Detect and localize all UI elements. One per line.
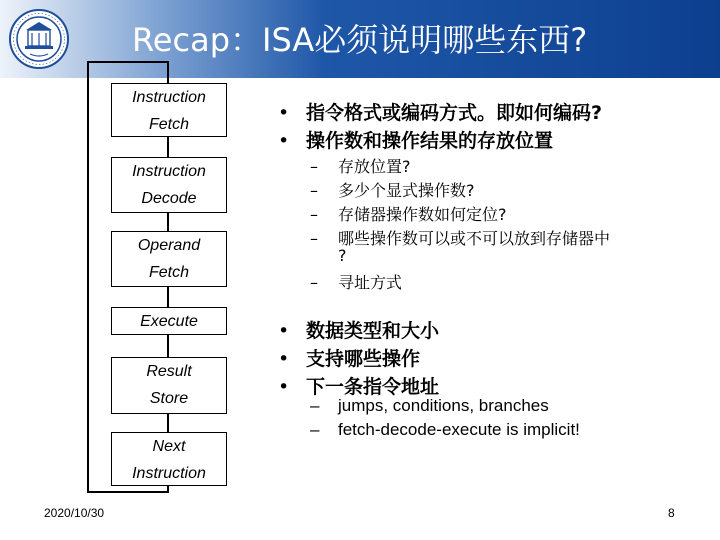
flow-step-line2: Fetch — [148, 116, 189, 133]
slide-date: 2020/10/30 — [44, 506, 105, 520]
sub-item: – jumps, conditions, branches — [310, 396, 549, 415]
flow-step-line1: Result — [146, 363, 192, 380]
flow-step-line2: Decode — [141, 190, 197, 207]
slide-title: Recap：ISA必须说明哪些东西? — [132, 21, 588, 59]
bullet-item: • 指令格式或编码方式。即如何编码? — [278, 102, 603, 124]
flow-step-line2: Store — [149, 390, 189, 407]
flow-step-result-store — [111, 357, 227, 414]
sub-item: – fetch-decode-execute is implicit! — [310, 420, 580, 439]
bullet-item: • 操作数和操作结果的存放位置 — [278, 130, 554, 152]
flow-step-line1: Operand — [137, 237, 201, 254]
sub-item: – 存储器操作数如何定位? — [310, 205, 507, 224]
sub-item: – 存放位置? — [310, 157, 411, 176]
sub-item: – 多少个显式操作数? — [310, 181, 475, 200]
sub-item: – 寻址方式 — [310, 273, 403, 292]
flow-step-line1: Next — [152, 438, 186, 455]
flow-step-line2: Fetch — [148, 264, 189, 281]
flow-step-instruction-decode — [111, 157, 227, 213]
flow-step-line1: Execute — [140, 313, 198, 330]
university-seal-icon — [8, 8, 70, 70]
sub-item: – 哪些操作数可以或不可以放到存储器中 — [310, 229, 611, 248]
flow-step-operand-fetch — [111, 231, 227, 287]
flow-step-instruction-fetch — [111, 83, 227, 137]
page-number: 8 — [668, 506, 675, 520]
flow-step-execute — [111, 307, 227, 335]
bullet-item: • 下一条指令地址 — [278, 376, 440, 398]
flow-step-line1: Instruction — [132, 89, 206, 106]
flow-step-line2: Instruction — [132, 465, 206, 482]
bullet-item: • 数据类型和大小 — [278, 320, 440, 342]
flow-step-next-instruction — [111, 432, 227, 486]
sub-item-continuation: ? — [338, 246, 347, 265]
bullet-item: • 支持哪些操作 — [278, 348, 421, 370]
header-band — [0, 0, 720, 78]
flow-step-line1: Instruction — [132, 163, 206, 180]
